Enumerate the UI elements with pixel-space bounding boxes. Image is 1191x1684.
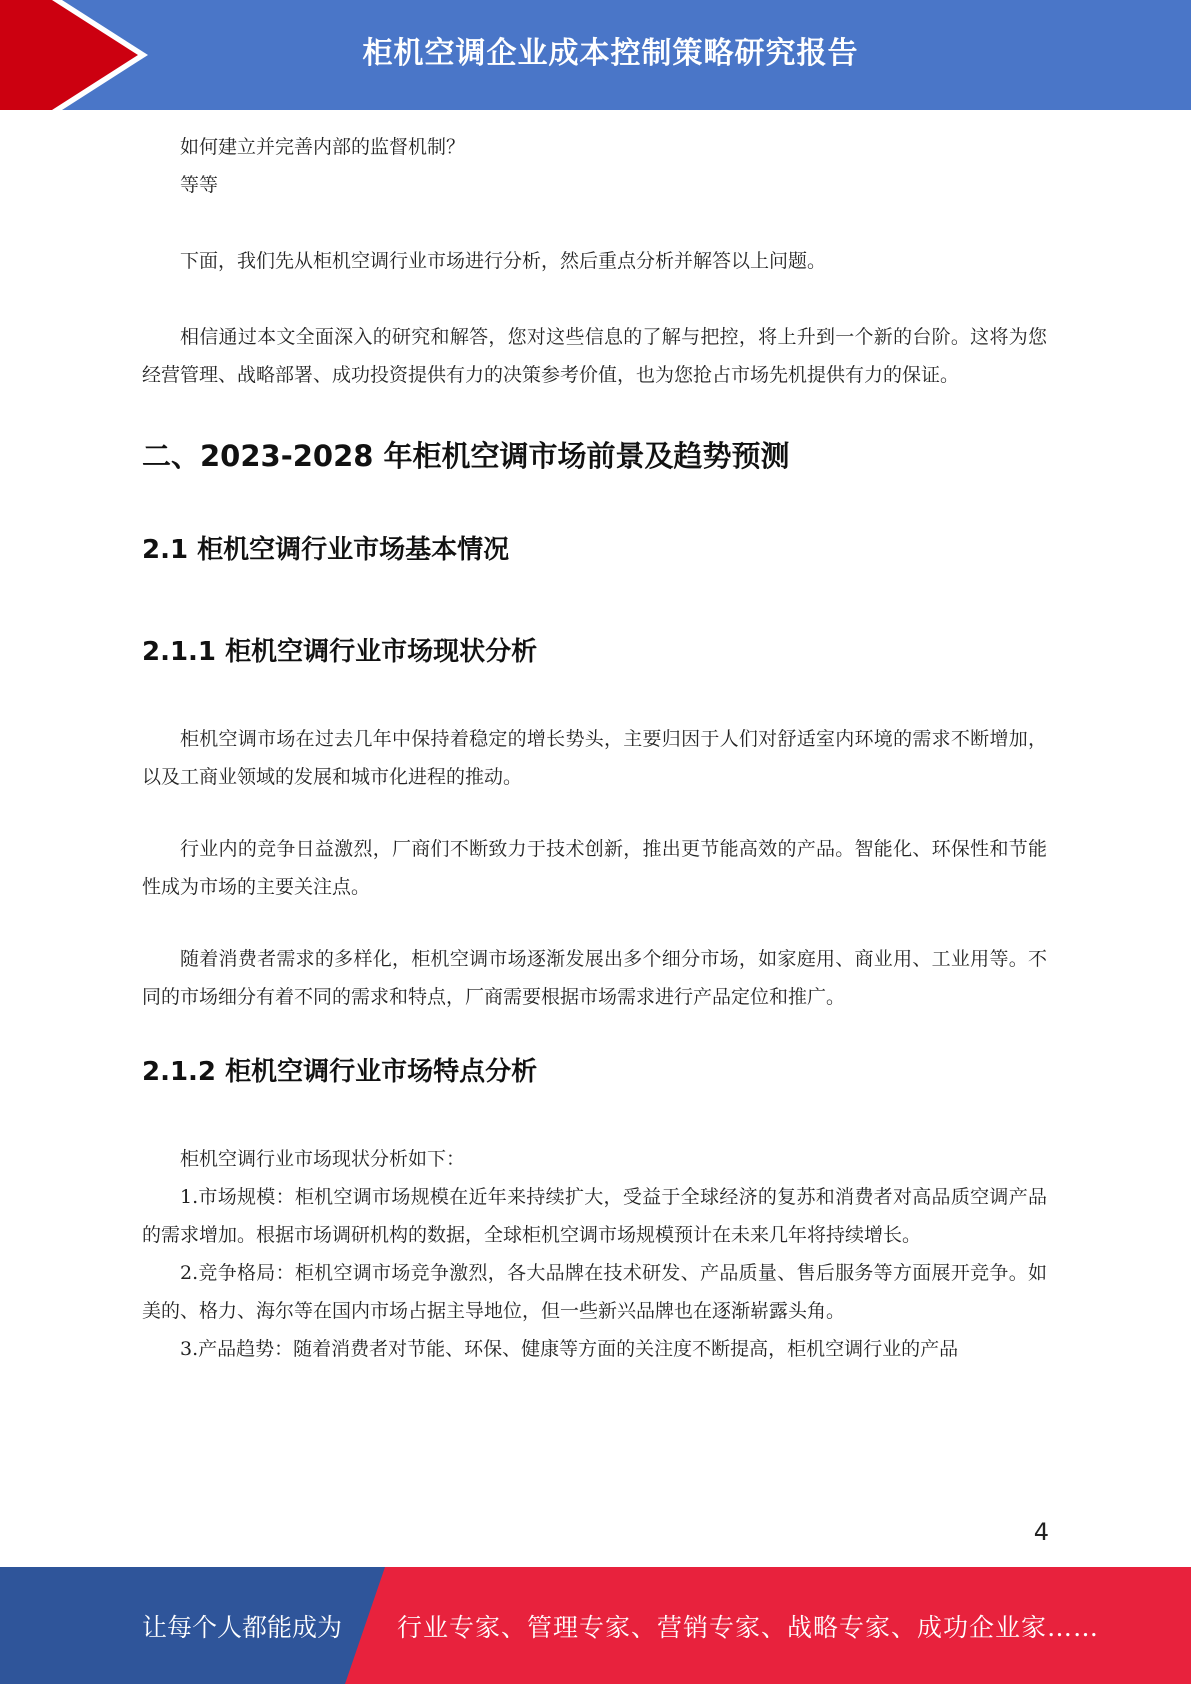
list-item: 3.产品趋势：随着消费者对节能、环保、健康等方面的关注度不断提高，柜机空调行业的产品	[180, 1338, 959, 1360]
header-arrow-decoration	[0, 0, 170, 110]
section-heading: 二、2023-2028 年柜机空调市场前景及趋势预测	[142, 439, 790, 473]
subsection-heading: 2.1 柜机空调行业市场基本情况	[142, 535, 510, 565]
body-paragraph: 柜机空调市场在过去几年中保持着稳定的增长势头，主要归因于人们对舒适室内环境的需求不断增加，以及工商业领域的发展和城市化进程的推动。	[142, 728, 1047, 788]
intro-line: 等等	[180, 174, 219, 196]
body-paragraph: 行业内的竞争日益激烈，厂商们不断致力于技术创新，推出更节能高效的产品。智能化、环保性和节能性成为市场的主要关注点。	[142, 838, 1047, 898]
footer-slogan-right: 行业专家、管理专家、营销专家、战略专家、成功企业家……	[397, 1612, 1100, 1642]
body-paragraph: 柜机空调行业市场现状分析如下：	[180, 1148, 466, 1170]
report-title: 柜机空调企业成本控制策略研究报告	[362, 36, 859, 71]
subsection-heading: 2.1.1 柜机空调行业市场现状分析	[142, 637, 538, 667]
main-content	[142, 128, 1047, 1368]
page-footer	[0, 1567, 1191, 1684]
page-number: 4	[1033, 1518, 1049, 1546]
intro-paragraph: 下面，我们先从柜机空调行业市场进行分析，然后重点分析并解答以上问题。	[180, 250, 827, 272]
list-item: 1.市场规模：柜机空调市场规模在近年来持续扩大，受益于全球经济的复苏和消费者对高品质空调产品的需求增加。根据市场调研机构的数据，全球柜机空调市场规模预计在未来几年将持续增长。	[142, 1186, 1047, 1246]
body-paragraph: 随着消费者需求的多样化，柜机空调市场逐渐发展出多个细分市场，如家庭用、商业用、工业用等。不同的市场细分有着不同的需求和特点，厂商需要根据市场需求进行产品定位和推广。	[142, 948, 1047, 1008]
intro-paragraph: 相信通过本文全面深入的研究和解答，您对这些信息的了解与把控，将上升到一个新的台阶。这将为您经营管理、战略部署、成功投资提供有力的决策参考价值，也为您抢占市场先机提供有力的保证。	[142, 326, 1047, 386]
subsection-heading: 2.1.2 柜机空调行业市场特点分析	[142, 1057, 538, 1087]
footer-slogan-left: 让每个人都能成为	[142, 1612, 343, 1642]
intro-line: 如何建立并完善内部的监督机制？	[180, 136, 466, 158]
page-header	[0, 0, 1191, 110]
list-item: 2.竞争格局：柜机空调市场竞争激烈，各大品牌在技术研发、产品质量、售后服务等方面展开竞争。如美的、格力、海尔等在国内市场占据主导地位，但一些新兴品牌也在逐渐崭露头角。	[142, 1262, 1047, 1322]
